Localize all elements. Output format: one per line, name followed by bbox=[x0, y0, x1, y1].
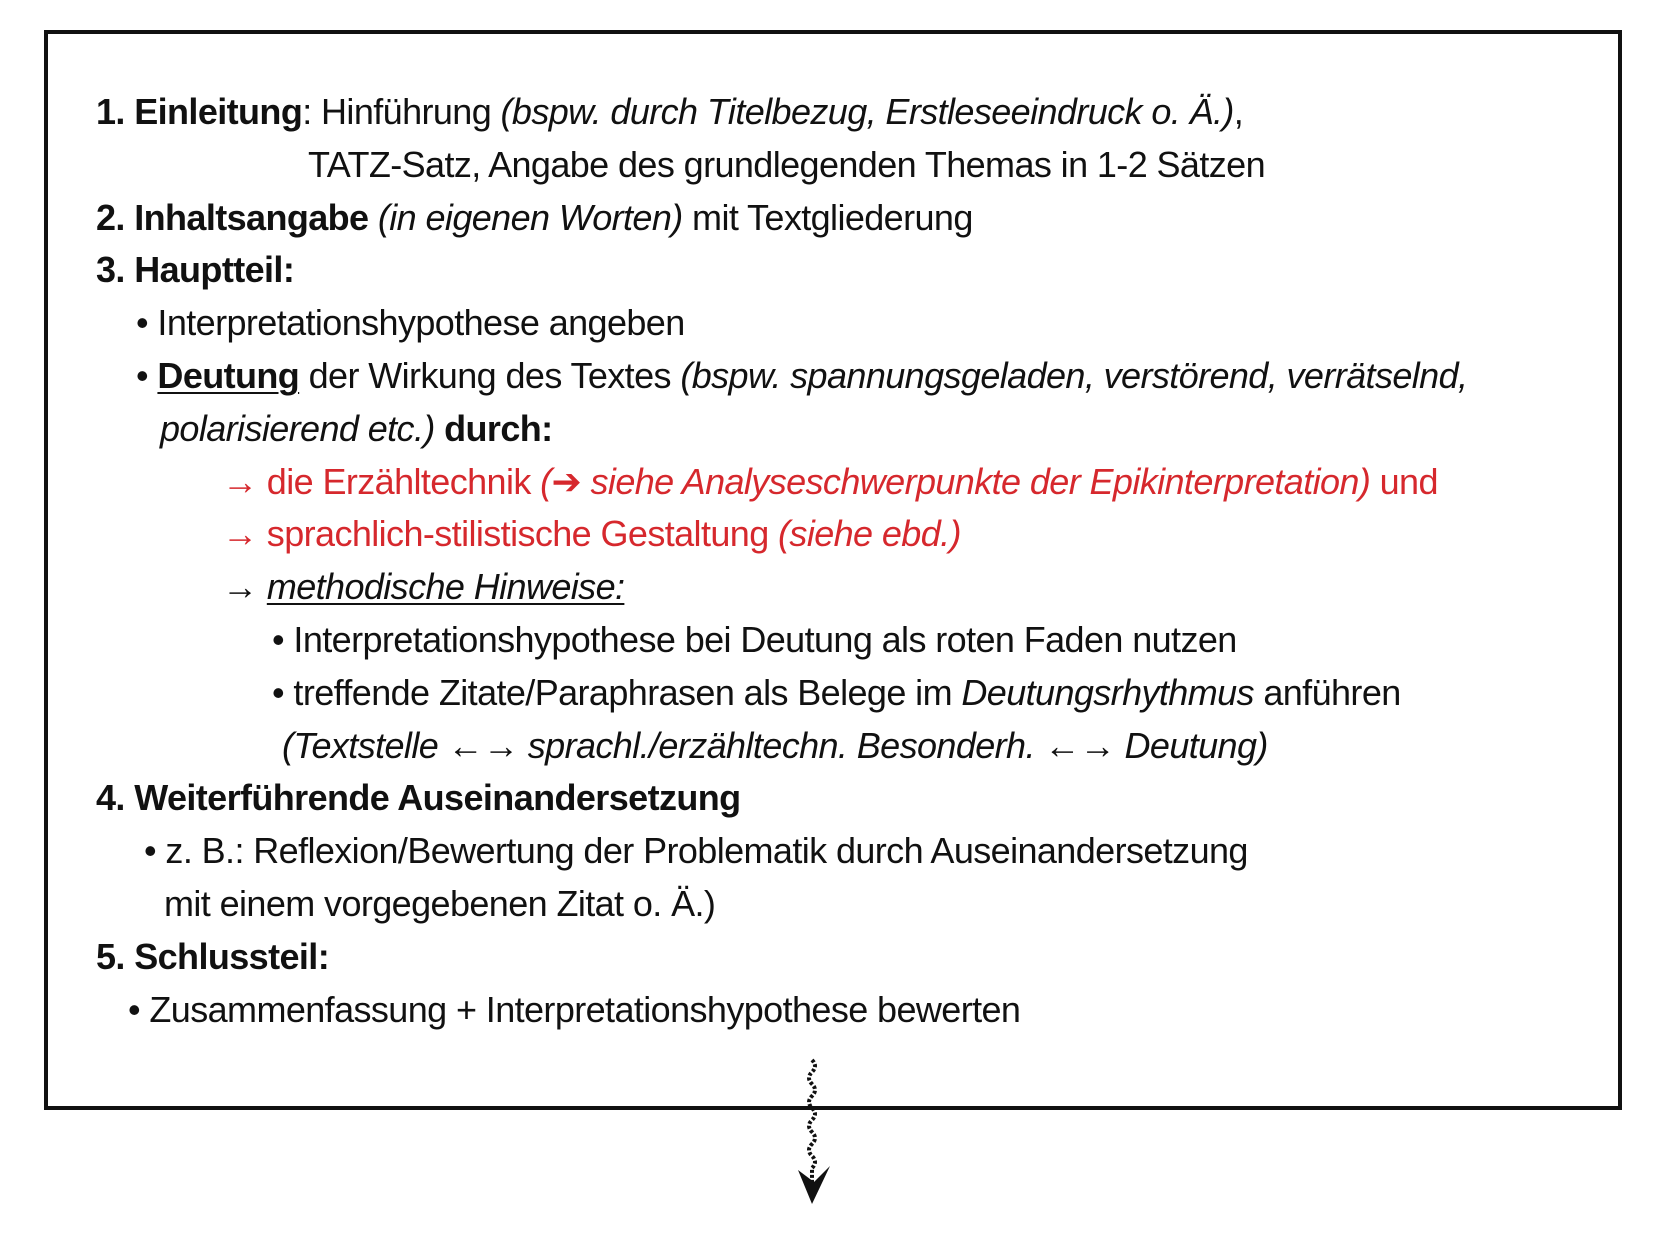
bullet-icon: • bbox=[272, 618, 285, 660]
keyword-durch: durch: bbox=[434, 407, 553, 449]
double-arrow-icon: ←→ bbox=[447, 724, 519, 766]
arrow-item-gestaltung bbox=[96, 508, 1596, 561]
sub-list-item-text: treffende Zitate/Paraphrasen als Belege im bbox=[293, 671, 962, 713]
keyword-deutung: Deutung bbox=[157, 354, 300, 396]
list-item bbox=[96, 350, 1596, 403]
bullet-icon: • bbox=[128, 988, 141, 1030]
deutungsrhythmus-formula bbox=[96, 720, 1596, 773]
section-heading: 1. Einleitung bbox=[96, 91, 303, 132]
right-arrow-icon: → bbox=[222, 513, 258, 555]
list-item-text: Zusammenfassung + Interpretationshypothese bewerten bbox=[149, 988, 1021, 1030]
formula-text: (Textstelle bbox=[282, 724, 448, 766]
section-hauptteil bbox=[96, 244, 1596, 297]
punctuation: , bbox=[1233, 91, 1244, 132]
bullet-icon: • bbox=[136, 354, 149, 396]
list-item-text: der Wirkung des Textes bbox=[299, 354, 681, 396]
double-arrow-icon: ←→ bbox=[1044, 724, 1116, 766]
arrow-item-hinweise bbox=[96, 561, 1596, 614]
list-item-continuation bbox=[96, 878, 1596, 931]
section-heading: 4. Weiterführende Auseinandersetzung bbox=[96, 777, 741, 819]
section-auseinandersetzung bbox=[96, 772, 1596, 825]
section-heading: 3. Hauptteil: bbox=[96, 249, 295, 291]
bullet-icon: • bbox=[272, 671, 285, 713]
arrow-item-text: und bbox=[1370, 460, 1438, 502]
wavy-down-arrow-icon bbox=[790, 1058, 850, 1208]
arrow-item-erzaehltechnik bbox=[96, 456, 1596, 509]
section-note: (in eigenen Worten) bbox=[377, 196, 683, 238]
section-text: TATZ-Satz, Angabe des grundlegenden Themas in 1-2 Sätzen bbox=[308, 143, 1265, 185]
formula-text: sprachl./erzähltechn. Besonderh. bbox=[518, 724, 1045, 766]
section-note: (➔ siehe Analyseschwerpunkte der Epikinterpretation) bbox=[540, 460, 1371, 502]
arrow-item-text: die Erzähltechnik bbox=[257, 460, 541, 502]
arrow-item-text: sprachlich-stilistische Gestaltung bbox=[257, 513, 779, 555]
section-inhaltsangabe bbox=[96, 192, 1596, 245]
right-arrow-icon: → bbox=[222, 460, 258, 502]
section-note: Deutungsrhythmus bbox=[961, 671, 1254, 713]
section-text: : Hinführung bbox=[302, 91, 501, 132]
list-item bbox=[96, 297, 1596, 350]
list-item-continuation bbox=[96, 403, 1596, 456]
section-note: polarisierend etc.) bbox=[160, 407, 435, 449]
list-item-text: mit einem vorgegebenen Zitat o. Ä.) bbox=[164, 882, 716, 924]
section-heading: 2. Inhaltsangabe bbox=[96, 196, 369, 238]
section-note: (bspw. spannungsgeladen, verstörend, verrätselnd, bbox=[680, 354, 1468, 396]
bullet-icon: • bbox=[136, 302, 149, 344]
sub-list-item bbox=[96, 614, 1596, 667]
arrow-item-text: methodische Hinweise: bbox=[266, 566, 625, 608]
section-einleitung bbox=[96, 86, 1596, 139]
sub-list-item-text: Interpretationshypothese bei Deutung als roten Faden nutzen bbox=[293, 618, 1237, 660]
section-note: (bspw. durch Titelbezug, Erstleseeindruck o. Ä.) bbox=[500, 91, 1234, 132]
list-item bbox=[96, 984, 1596, 1037]
section-schlussteil bbox=[96, 931, 1596, 984]
formula-text: Deutung) bbox=[1115, 724, 1268, 766]
section-heading: 5. Schlussteil: bbox=[96, 935, 330, 977]
sub-list-item bbox=[96, 667, 1596, 720]
bullet-icon: • bbox=[144, 830, 157, 872]
list-item-text: z. B.: Reflexion/Bewertung der Problematik durch Auseinandersetzung bbox=[165, 830, 1248, 872]
essay-structure bbox=[96, 86, 1596, 1036]
right-arrow-icon: → bbox=[222, 566, 258, 608]
sub-list-item-text: anführen bbox=[1253, 671, 1401, 713]
list-item-text: Interpretationshypothese angeben bbox=[157, 302, 685, 344]
section-note: (siehe ebd.) bbox=[778, 513, 961, 555]
list-item bbox=[96, 825, 1596, 878]
section-text: mit Textgliederung bbox=[682, 196, 973, 238]
einleitung-line2 bbox=[96, 139, 1596, 192]
